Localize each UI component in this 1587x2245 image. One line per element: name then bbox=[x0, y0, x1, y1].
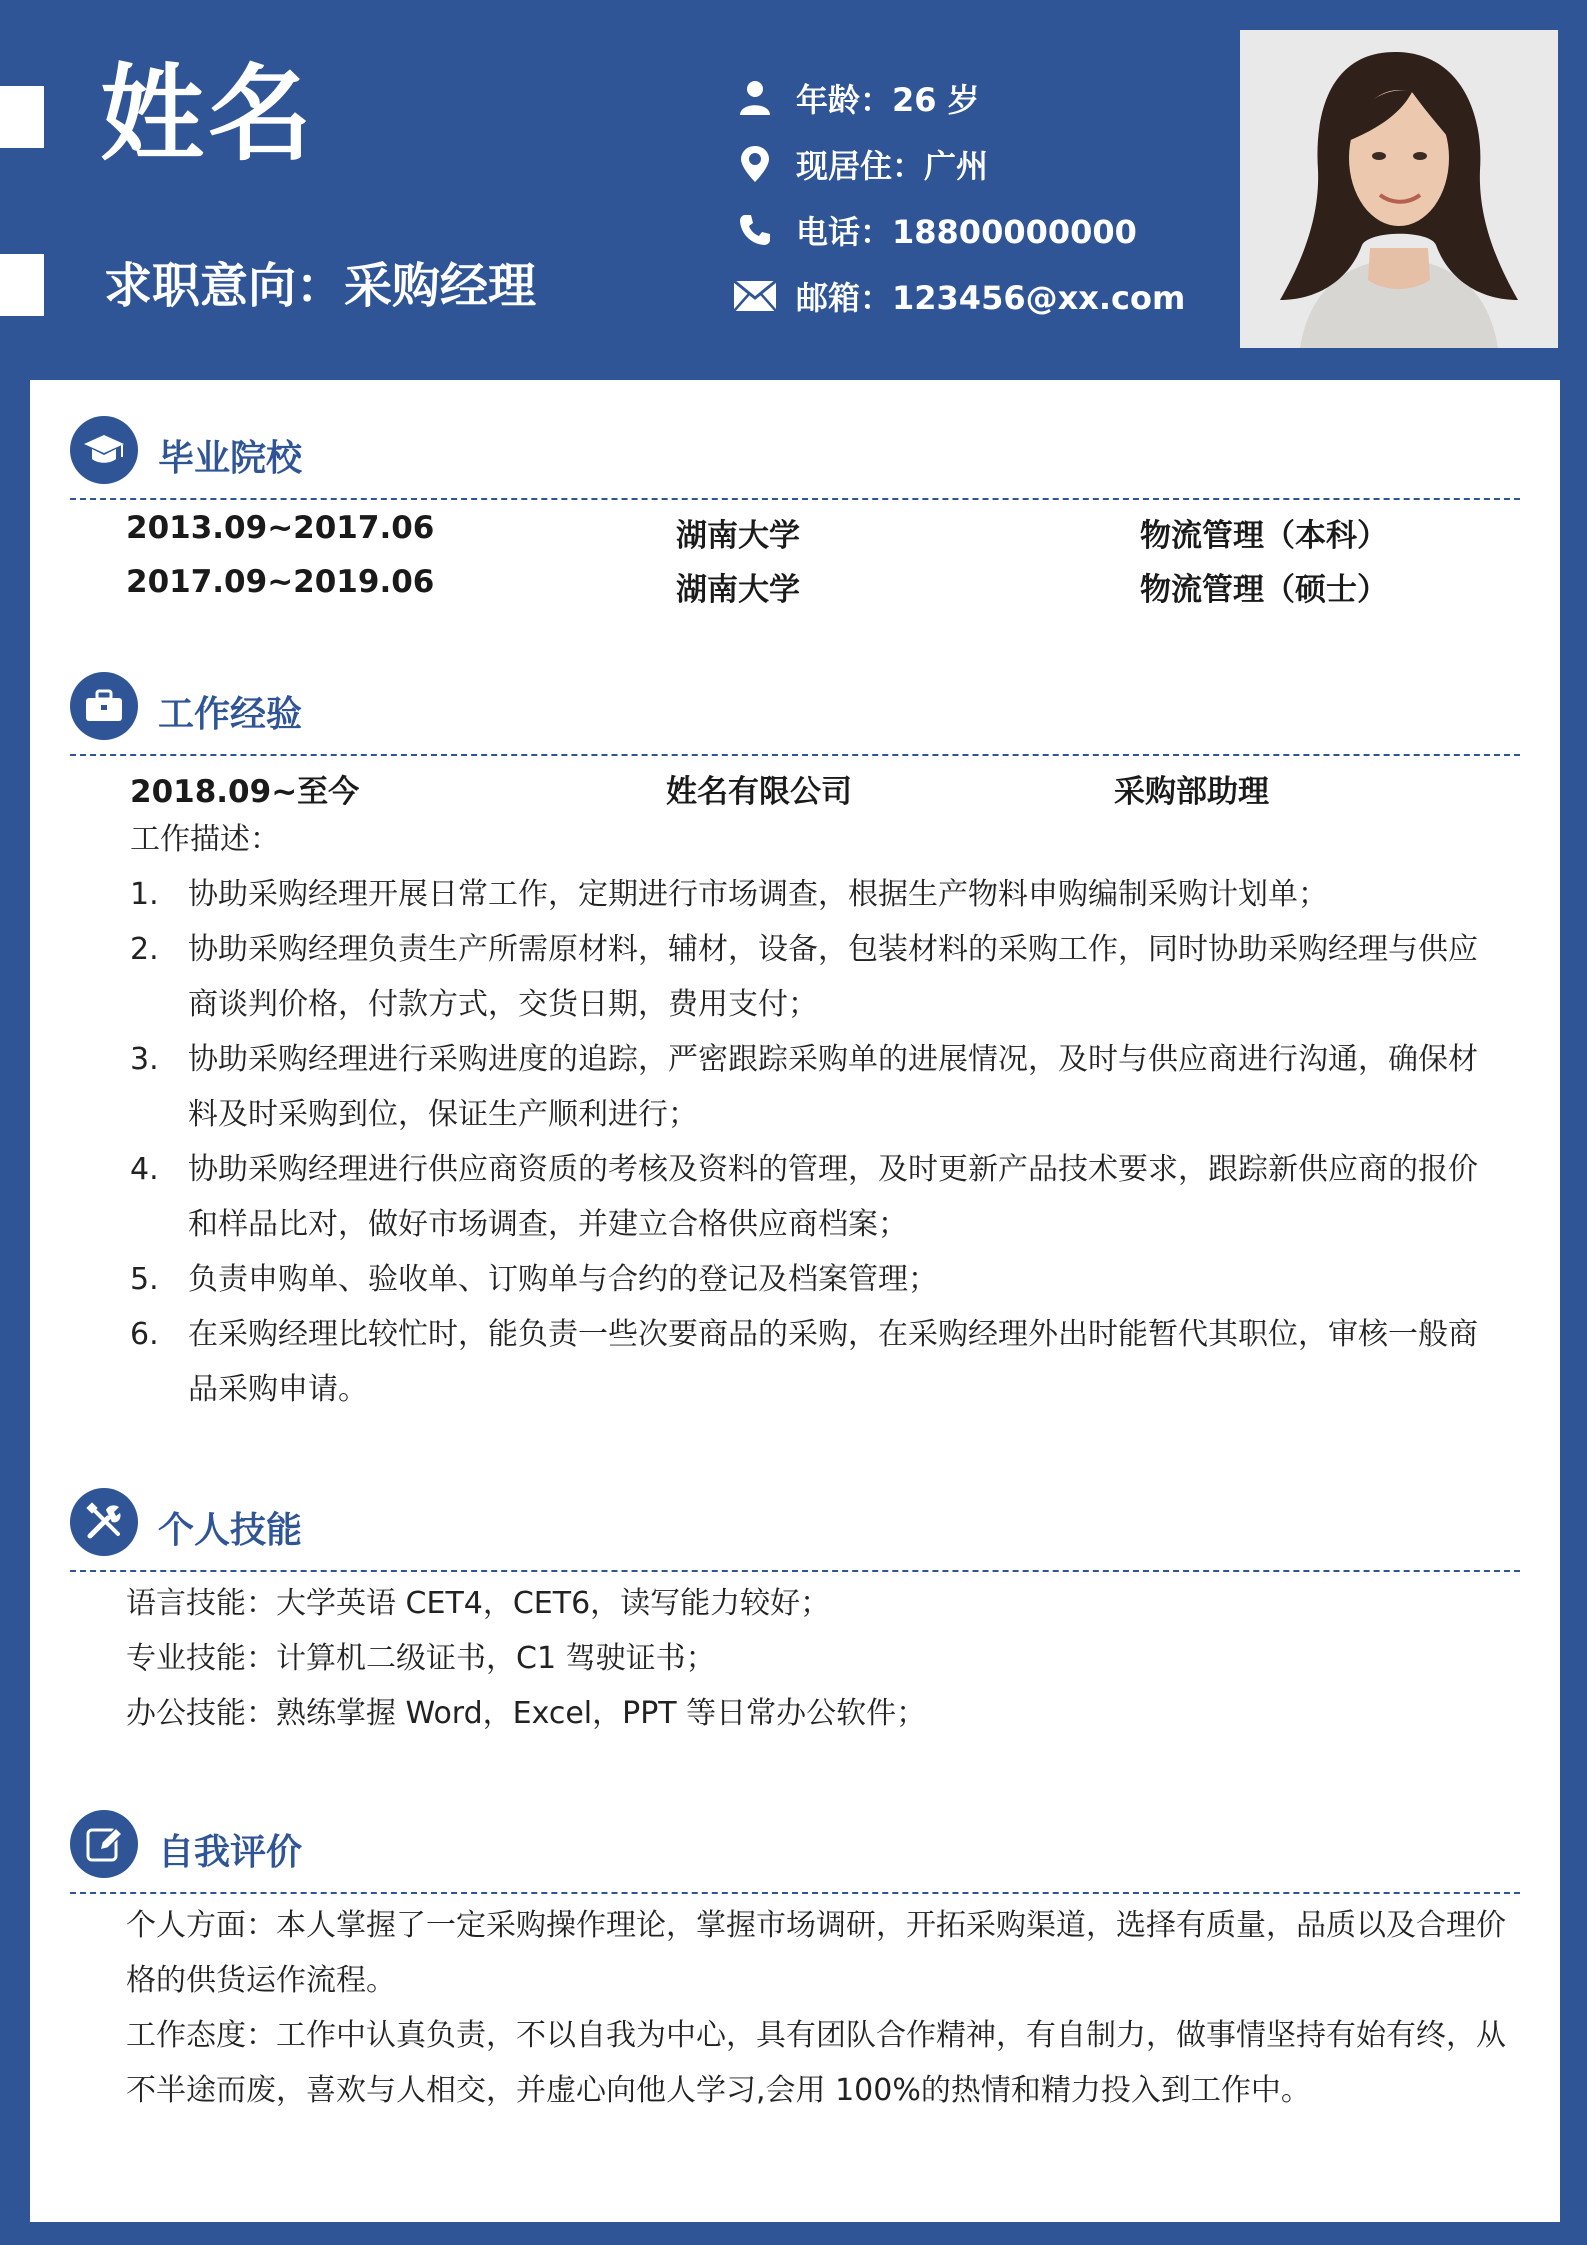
evaluation-header bbox=[70, 1810, 1520, 1884]
work-summary-row bbox=[70, 758, 1520, 812]
list-text: 协助采购经理进行采购进度的追踪，严密跟踪采购单的进展情况，及时与供应商进行沟通，确保材料及时采购到位，保证生产顺利进行； bbox=[188, 1042, 1478, 1132]
briefcase-icon bbox=[70, 672, 138, 740]
resume-body bbox=[30, 380, 1560, 2222]
list-item bbox=[130, 922, 1490, 1032]
header-accent-bar-bottom bbox=[0, 254, 44, 316]
evaluation-list bbox=[70, 1898, 1520, 2118]
candidate-name: 姓名 bbox=[100, 53, 317, 175]
header bbox=[0, 0, 1587, 378]
evaluation-item: 个人方面：本人掌握了一定采购操作理论，掌握市场调研，开拓采购渠道，选择有质量，品质以及合理价格的供货运作流程。 bbox=[126, 1908, 1506, 1998]
evaluation-item: 工作态度：工作中认真负责，不以自我为中心，具有团队合作精神，有自制力，做事情坚持有始有终，从不半途而废，喜欢与人相交，并虚心向他人学习,会用 100%的热情和精力投入到工作中。 bbox=[126, 2018, 1506, 2108]
list-number: 4. bbox=[130, 1152, 159, 1187]
skills-title: 个人技能 bbox=[158, 1510, 303, 1551]
education-section bbox=[70, 416, 1520, 610]
education-row bbox=[70, 556, 1520, 610]
education-list bbox=[70, 502, 1520, 610]
contact-age bbox=[732, 76, 1185, 120]
skills-section bbox=[70, 1488, 1520, 1741]
section-divider bbox=[70, 754, 1520, 756]
work-desc-label: 工作描述： bbox=[130, 822, 280, 857]
section-divider bbox=[70, 498, 1520, 500]
list-number: 3. bbox=[130, 1042, 159, 1077]
work-company: 姓名有限公司 bbox=[666, 774, 852, 810]
education-period: 2017.09~2019.06 bbox=[126, 564, 435, 600]
skills-list bbox=[70, 1576, 1520, 1741]
evaluation-title: 自我评价 bbox=[158, 1832, 303, 1873]
education-school: 湖南大学 bbox=[676, 572, 800, 608]
work-title: 工作经验 bbox=[158, 694, 303, 735]
list-item bbox=[130, 1142, 1490, 1252]
person-icon bbox=[732, 78, 778, 118]
list-text: 负责申购单、验收单、订购单与合约的登记及档案管理； bbox=[188, 1262, 938, 1297]
list-number: 2. bbox=[130, 932, 159, 967]
section-divider bbox=[70, 1892, 1520, 1894]
tools-icon bbox=[70, 1488, 138, 1556]
skill-item: 语言技能：大学英语 CET4，CET6，读写能力较好； bbox=[126, 1586, 831, 1621]
list-item bbox=[130, 1307, 1490, 1417]
work-period: 2018.09~至今 bbox=[130, 774, 360, 810]
list-number: 1. bbox=[130, 877, 159, 912]
contact-location-text: 现居住：广州 bbox=[796, 147, 989, 185]
list-number: 5. bbox=[130, 1262, 159, 1297]
contact-email-text: 邮箱：123456@xx.com bbox=[796, 279, 1186, 317]
skills-header bbox=[70, 1488, 1520, 1562]
list-text: 协助采购经理负责生产所需原材料，辅材，设备，包装材料的采购工作，同时协助采购经理与供应商谈判价格，付款方式，交货日期，费用支付； bbox=[188, 932, 1478, 1022]
location-pin-icon bbox=[732, 144, 778, 184]
profile-photo bbox=[1240, 30, 1558, 348]
list-text: 协助采购经理开展日常工作，定期进行市场调查，根据生产物料申购编制采购计划单； bbox=[188, 877, 1328, 912]
contact-email bbox=[732, 274, 1185, 318]
work-section bbox=[70, 672, 1520, 1417]
list-item bbox=[130, 1032, 1490, 1142]
education-major: 物流管理（硕士） bbox=[1140, 572, 1388, 608]
education-major: 物流管理（本科） bbox=[1140, 518, 1388, 554]
skill-item: 办公技能：熟练掌握 Word，Excel，PPT 等日常办公软件； bbox=[126, 1696, 927, 1731]
education-title: 毕业院校 bbox=[158, 438, 303, 479]
contact-phone bbox=[732, 208, 1185, 252]
contact-phone-text: 电话：18800000000 bbox=[796, 213, 1137, 251]
contact-info bbox=[732, 76, 1185, 340]
phone-icon bbox=[732, 210, 778, 250]
skill-item: 专业技能：计算机二级证书，C1 驾驶证书； bbox=[126, 1641, 716, 1676]
list-text: 协助采购经理进行供应商资质的考核及资料的管理，及时更新产品技术要求，跟踪新供应商的报价和样品比对，做好市场调查，并建立合格供应商档案； bbox=[188, 1152, 1478, 1242]
work-position: 采购部助理 bbox=[1114, 774, 1269, 810]
education-header bbox=[70, 416, 1520, 490]
list-number: 6. bbox=[130, 1317, 159, 1352]
contact-location bbox=[732, 142, 1185, 186]
section-divider bbox=[70, 1570, 1520, 1572]
evaluation-section bbox=[70, 1810, 1520, 2118]
contact-age-text: 年龄：26 岁 bbox=[796, 81, 980, 119]
education-row bbox=[70, 502, 1520, 556]
edit-icon bbox=[70, 1810, 138, 1878]
education-period: 2013.09~2017.06 bbox=[126, 510, 435, 546]
header-accent-bar-top bbox=[0, 86, 44, 148]
work-header bbox=[70, 672, 1520, 746]
job-intent: 求职意向：采购经理 bbox=[104, 258, 537, 314]
graduation-cap-icon bbox=[70, 416, 138, 484]
list-text: 在采购经理比较忙时，能负责一些次要商品的采购，在采购经理外出时能暂代其职位，审核一般商品采购申请。 bbox=[188, 1317, 1478, 1407]
education-school: 湖南大学 bbox=[676, 518, 800, 554]
envelope-icon bbox=[732, 276, 778, 316]
list-item bbox=[130, 867, 1490, 922]
list-item bbox=[130, 1252, 1490, 1307]
duty-list bbox=[70, 867, 1490, 1417]
